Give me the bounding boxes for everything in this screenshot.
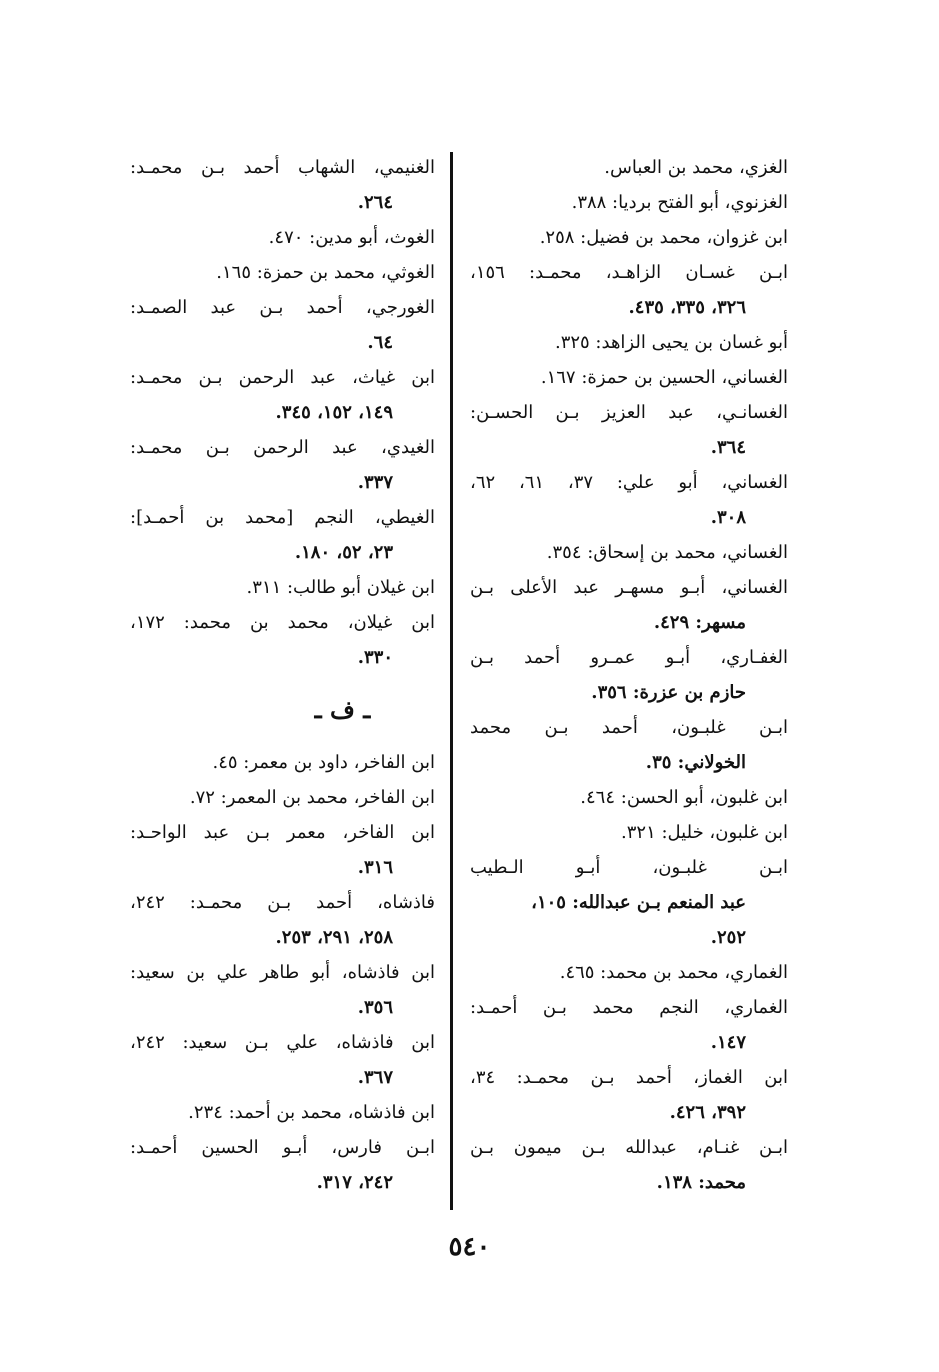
index-column-right bbox=[470, 150, 788, 1200]
index-entry: فاذشاه، أحمد بـن محمـد: ٢٤٢، bbox=[130, 892, 435, 913]
index-entry: ابـن غنـام، عبدالله بـن ميمون بـن bbox=[470, 1137, 788, 1158]
index-entry: الغماري، محمد بن محمد: ٤٦٥. bbox=[559, 962, 788, 983]
index-entry: الغساني، أبو علي: ٣٧، ٦١، ٦٢، bbox=[470, 472, 788, 493]
index-entry: الغنيمي، الشهاب أحمد بـن محمـد: bbox=[130, 157, 435, 178]
index-entry: الغماري، النجم محمد بـن أحمـد: bbox=[470, 997, 788, 1018]
index-entry: الغساني، الحسين بن حمزة: ١٦٧. bbox=[540, 367, 788, 388]
index-entry-continuation: ٢٦٤. bbox=[357, 192, 393, 213]
index-entry-continuation: ٣٦٧. bbox=[357, 1067, 393, 1088]
index-entry: ابن الفاخر، محمد بن المعمر: ٧٢. bbox=[189, 787, 435, 808]
index-entry-continuation: ٢٥٢. bbox=[710, 927, 746, 948]
index-entry: الغورجي، أحمد بـن عبد الصمـد: bbox=[130, 297, 435, 318]
index-entry-continuation: ٣٠٨. bbox=[710, 507, 746, 528]
index-entry: الغساني، محمد بن إسحاق: ٣٥٤. bbox=[546, 542, 788, 563]
index-entry-continuation: ٣١٦. bbox=[357, 857, 393, 878]
index-entry-continuation: ٣٥٦. bbox=[357, 997, 393, 1018]
index-entry: ابن فاذشاه، أبو طاهر علي بن سعيد: bbox=[130, 962, 435, 983]
index-entry: ابـن غلبـون، أحمد بـن محمد bbox=[470, 717, 788, 738]
index-entry-continuation: ٢٣، ٥٢، ١٨٠. bbox=[294, 542, 393, 563]
index-entry: الغسانـي، عبد العزيز بـن الحسـن: bbox=[470, 402, 788, 423]
index-entry: ابـن فارس، أبـو الحسين أحمـد: bbox=[130, 1137, 435, 1158]
index-entry-continuation: ٢٤٢، ٣١٧. bbox=[316, 1172, 393, 1193]
index-entry: ابن غيلان أبو طالب: ٣١١. bbox=[246, 577, 435, 598]
index-entry-continuation: ٣٣٠. bbox=[357, 647, 393, 668]
index-entry-continuation: ٣٦٤. bbox=[710, 437, 746, 458]
index-entry: الغساني، أبـو مسهـر عبد الأعلى بـن bbox=[470, 577, 788, 598]
index-entry-continuation: مسهر: ٤٢٩. bbox=[653, 612, 746, 633]
index-entry-continuation: حازم بن عزرة: ٣٥٦. bbox=[591, 682, 746, 703]
index-entry: ابن غيلان، محمد بن محمد: ١٧٢، bbox=[130, 612, 435, 633]
index-list-top bbox=[130, 150, 435, 675]
index-entry: ابن فاذشاه، محمد بن أحمد: ٢٣٤. bbox=[188, 1102, 435, 1123]
index-entry-continuation: ٢٥٨، ٢٩١، ٢٥٣. bbox=[275, 927, 393, 948]
page-number: ٥٤٠ bbox=[448, 1232, 491, 1262]
index-entry-continuation: ١٤٩، ١٥٢، ٣٤٥. bbox=[275, 402, 393, 423]
index-entry-continuation: ٣٣٧. bbox=[357, 472, 393, 493]
index-entry-continuation: ١٤٧. bbox=[710, 1032, 746, 1053]
index-list-bottom bbox=[130, 745, 435, 1200]
index-entry: الغوث، أبو مدين: ٤٧٠. bbox=[268, 227, 435, 248]
index-entry: ابن غزوان، محمد بن فضيل: ٢٥٨. bbox=[539, 227, 788, 248]
index-entry: الغزي، محمد بن العباس. bbox=[604, 157, 788, 178]
index-entry: أبو غسان بن يحيى الزاهد: ٣٢٥. bbox=[554, 332, 788, 353]
index-entry-continuation: ٣٢٦، ٣٣٥، ٤٣٥. bbox=[628, 297, 746, 318]
index-entry: ابن الفاخر، داود بن معمر: ٤٥. bbox=[212, 752, 435, 773]
index-entry: ابـن غلبـون، أبـو الـطيب bbox=[470, 857, 788, 878]
index-entry-continuation: عبد المنعم بـن عبدالله: ١٠٥، bbox=[531, 892, 746, 913]
index-entry: ابن غياث، عبد الرحمن بـن محمـد: bbox=[130, 367, 435, 388]
index-entry: ابن غلبون، خليل: ٣٢١. bbox=[621, 822, 788, 843]
index-entry-continuation: ٣٩٢، ٤٢٦. bbox=[669, 1102, 746, 1123]
index-entry: الغفـاري، أبـو عمـرو أحمد بـن bbox=[470, 647, 788, 668]
index-entry: ابـن غسـان الزاهـد، محمـد: ١٥٦، bbox=[470, 262, 788, 283]
index-entry: الغيطي، النجم [محمد بن أحمـد]: bbox=[130, 507, 435, 528]
index-entry: الغزنوي، أبو الفتح برديا: ٣٨٨. bbox=[571, 192, 788, 213]
index-entry: ابن الفاخر، معمر بـن عبد الواحـد: bbox=[130, 822, 435, 843]
column-divider bbox=[450, 152, 453, 1210]
index-column-left bbox=[130, 150, 435, 1200]
index-entry: ابن الغماز، أحمد بـن محمـد: ٣٤، bbox=[470, 1067, 788, 1088]
index-entry-continuation: الخولاني: ٣٥. bbox=[645, 752, 746, 773]
index-entry: الغيدي، عبد الرحمن بـن محمـد: bbox=[130, 437, 435, 458]
index-entry-continuation: محمد: ١٣٨. bbox=[656, 1172, 746, 1193]
index-entry: الغوثي، محمد بن حمزة: ١٦٥. bbox=[216, 262, 435, 283]
index-entry-continuation: ٦٤. bbox=[367, 332, 393, 353]
index-entry: ابن فاذشاه، علي بـن سعيد: ٢٤٢، bbox=[130, 1032, 435, 1053]
letter-heading: ـ ف ـ bbox=[314, 695, 371, 724]
index-entry: ابن غلبون، أبو الحسن: ٤٦٤. bbox=[580, 787, 788, 808]
